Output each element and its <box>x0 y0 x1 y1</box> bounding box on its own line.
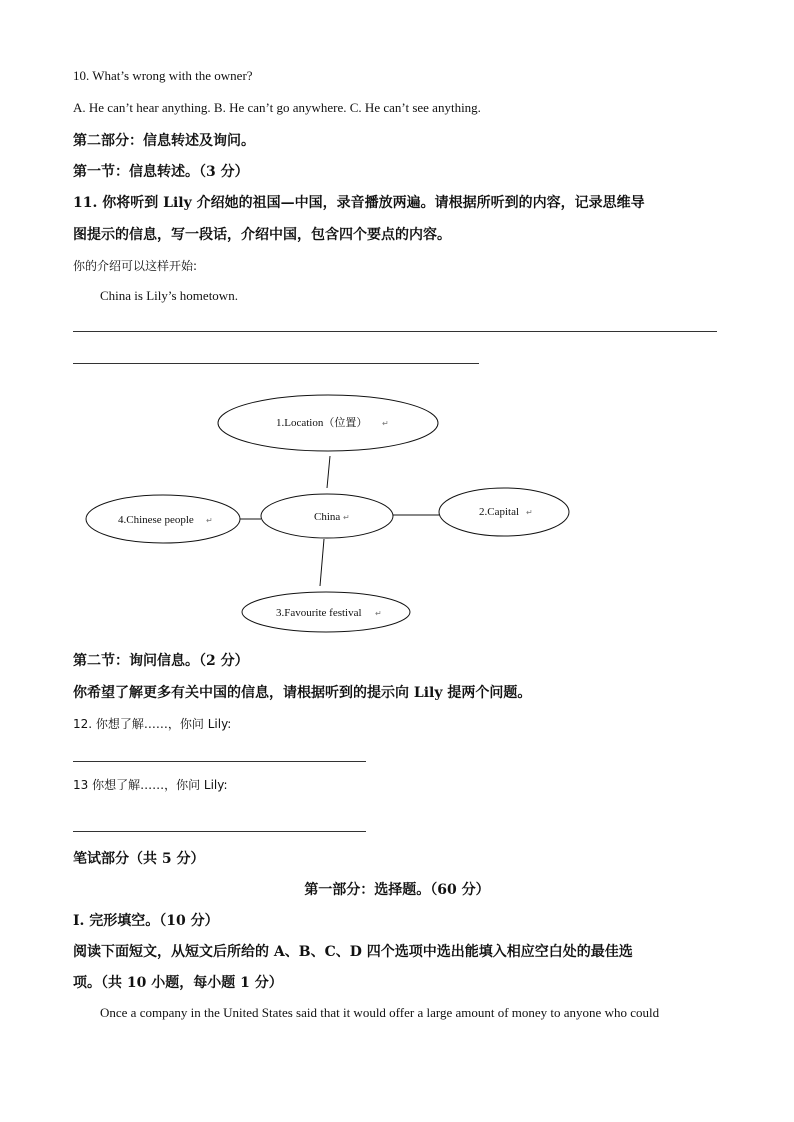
question-11-line1: 11. 你将听到 Lily 介绍她的祖国—中国，录音播放两遍。请根据所听到的内容，记录思维导 <box>73 195 645 211</box>
part2-heading: 第二部分：信息转述及询问。 <box>73 133 255 149</box>
node-people-label: 4.Chinese people <box>118 514 194 526</box>
question-13: 13 你想了解……，你问 Lily: <box>73 778 228 792</box>
cloze-heading: I. 完形填空。（10 分） <box>73 913 219 929</box>
paragraph-mark: ↵ <box>375 609 382 618</box>
node-china-label: China <box>314 511 341 523</box>
cloze-instruction-line2: 项。（共 10 小题，每小题 1 分） <box>73 975 283 991</box>
paragraph-mark: ↵ <box>206 516 213 525</box>
connector-festival <box>320 539 324 586</box>
paragraph-mark: ↵ <box>382 419 389 428</box>
question-11-line2: 图提示的信息，写一段话，介绍中国，包含四个要点的内容。 <box>73 227 451 243</box>
question-12: 12. 你想了解……，你问 Lily: <box>73 717 232 731</box>
paragraph-mark: ↵ <box>526 508 533 517</box>
answer-line-13 <box>73 831 366 832</box>
intro-hint: 你的介绍可以这样开始: <box>73 259 198 273</box>
passage-first-line: Once a company in the United States said that it would offer a large amount of money to anyone who could <box>100 1005 660 1020</box>
node-capital-label: 2.Capital <box>479 506 520 518</box>
question-10: 10. What’s wrong with the owner? <box>73 68 253 83</box>
answer-line-12 <box>73 761 366 762</box>
node-festival-label: 3.Favourite festival <box>276 607 362 619</box>
starter-sentence: China is Lily’s hometown. <box>100 288 238 303</box>
node-location-label: 1.Location（位置） <box>276 417 368 429</box>
written-heading: 笔试部分（共 5 分） <box>73 851 205 867</box>
cloze-instruction-line1: 阅读下面短文，从短文后所给的 A、B、C、D 四个选项中选出能填入相应空白处的最佳选 <box>73 944 633 960</box>
paragraph-mark: ↵ <box>343 513 350 522</box>
section2-heading: 第二节：询问信息。（2 分） <box>73 653 249 669</box>
part1-heading: 第一部分：选择题。（60 分） <box>304 882 490 898</box>
section1-heading: 第一节：信息转述。（3 分） <box>73 164 249 180</box>
section2-instruction: 你希望了解更多有关中国的信息，请根据听到的提示向 Lily 提两个问题。 <box>73 685 532 701</box>
mind-map <box>0 385 794 645</box>
question-10-options: A. He can’t hear anything. B. He can’t go anywhere. C. He can’t see anything. <box>73 100 481 115</box>
answer-line <box>73 331 717 332</box>
answer-line <box>73 363 479 364</box>
connector-location <box>327 456 330 488</box>
